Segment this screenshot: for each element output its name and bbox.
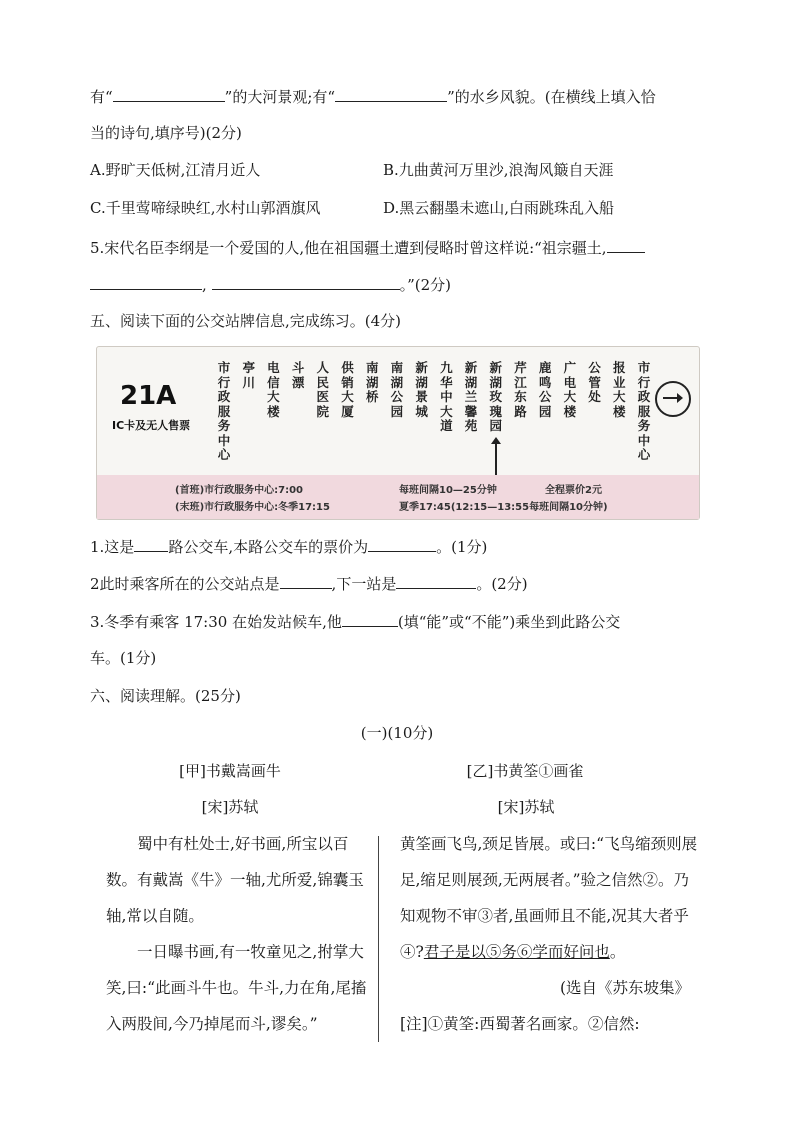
answer-blank-9[interactable]: [396, 572, 476, 589]
bus-question-2: [90, 572, 528, 594]
bus-stop-sign: [96, 346, 700, 520]
section-five-title: 五、阅读下面的公交站牌信息,完成练习。(4分): [90, 312, 402, 330]
bus-question-3-line2: 车。(1分): [90, 649, 157, 667]
passage-a-author: [宋]苏轼: [201, 798, 259, 816]
last-bus-time: (末班)市行政服务中心:冬季17:15: [175, 502, 330, 513]
bq2-a: 2此时乘客所在的公交站点是: [90, 575, 280, 593]
option-d: D.黑云翻墨未遮山,白雨跳珠乱入船: [383, 199, 615, 217]
answer-blank-5[interactable]: [212, 273, 400, 290]
passage-b-body: [400, 826, 700, 1042]
q5-sep: ,: [202, 276, 207, 294]
passage-b-author: [宋]苏轼: [497, 798, 555, 816]
bus-interval: 每班间隔10—25分钟: [399, 485, 497, 496]
current-stop-arrow-icon: [495, 443, 497, 475]
option-a: A.野旷天低树,江清月近人: [90, 161, 261, 179]
q4-text-c: ”的水乡风貌。(在横线上填入恰: [447, 88, 656, 106]
bus-stop-name: 芹江东路: [514, 360, 527, 419]
bus-stop-name: 市行政服务中心: [637, 360, 651, 462]
bus-question-3: [90, 610, 620, 632]
q4-text-a: 有“: [90, 88, 113, 106]
passage-b-end: 。: [609, 943, 626, 961]
passage-b-source: (选自《苏东坡集》: [559, 979, 690, 997]
sub-section-title: (一)(10分): [360, 724, 434, 742]
fare: 全程票价2元: [545, 485, 602, 496]
q4-line1: [90, 85, 656, 107]
bus-stop-name: 电信大楼: [267, 360, 280, 419]
passage-b-note: [注]①黄筌:西蜀著名画家。②信然:: [400, 1015, 640, 1033]
bq2-c: 。(2分): [476, 575, 528, 593]
passage-a-title: [甲]书戴嵩画牛: [179, 762, 281, 780]
bq1-a: 1.这是: [90, 538, 135, 556]
option-c: C.千里莺啼绿映红,水村山郭酒旗风: [90, 199, 321, 217]
schedule-band: [97, 475, 699, 519]
bus-stop-name: 报业大楼: [613, 360, 626, 419]
bus-stop-name: 鹿鸣公园: [538, 360, 552, 419]
section-six-title: 六、阅读理解。(25分): [90, 687, 241, 705]
route-number: 21A: [120, 381, 177, 411]
q5-line1: [90, 236, 645, 258]
bq2-b: ,下一站是: [331, 575, 397, 593]
bus-stop-name: 新湖景城: [415, 360, 428, 419]
passage-b-text: 黄筌画飞鸟,颈足皆展。或曰:“飞鸟缩颈则展足,缩足则展颈,无两展者。”验之信然②。乃知观物不审③者,虽画师且不能,况其大者乎④?: [400, 835, 698, 961]
bus-stop-name: 供销大厦: [341, 360, 354, 419]
q4-text-b: ”的大河景观;有“: [224, 88, 336, 106]
bus-stop-name: 人民医院: [316, 360, 330, 419]
passage-a-paragraph: 一日曝书画,有一牧童见之,拊掌大笑,曰:“此画斗牛也。牛斗,力在角,尾搐入两股间,今乃掉尾而斗,谬矣。”: [106, 943, 367, 1033]
passage-a-body: [106, 826, 368, 1042]
bus-stop-name: 市行政服务中心: [217, 360, 231, 462]
q5-text: 5.宋代名臣李纲是一个爱国的人,他在祖国疆土遭到侵略时曾这样说:“祖宗疆土,: [90, 239, 607, 257]
q5-end: 。”(2分): [399, 276, 451, 294]
bus-stop-name: 公管处: [588, 360, 601, 404]
bus-stop-name: 新湖兰馨苑: [464, 360, 478, 433]
bq1-c: 。(1分): [436, 538, 488, 556]
bus-stop-name: 新湖玫瑰园: [489, 360, 502, 433]
answer-blank-10[interactable]: [342, 610, 398, 627]
bus-stop-name: 南湖桥: [365, 360, 379, 404]
passage-b-paragraph: [400, 826, 700, 970]
summer-schedule: 夏季17:45(12:15—13:55每班间隔10分钟): [399, 502, 608, 513]
passage-a-paragraph: 蜀中有杜处士,好书画,所宝以百数。有戴嵩《牛》一轴,尤所爱,锦囊玉轴,常以自随。: [106, 835, 364, 925]
bq1-b: 路公交车,本路公交车的票价为: [168, 538, 369, 556]
bus-stop-name: 广电大楼: [563, 360, 577, 419]
first-bus-time: (首班)市行政服务中心:7:00: [175, 485, 304, 496]
bus-stop-name: 亭川: [242, 360, 255, 390]
answer-blank-3[interactable]: [607, 236, 645, 253]
bus-question-1: [90, 535, 487, 557]
answer-blank-8[interactable]: [280, 572, 332, 589]
direction-arrow-icon: [655, 381, 691, 417]
bus-stop-name: 九华中大道: [440, 360, 453, 433]
answer-blank-1[interactable]: [113, 85, 225, 102]
answer-blank-7[interactable]: [368, 535, 436, 552]
ticket-info: IC卡及无人售票: [112, 419, 191, 432]
answer-blank-2[interactable]: [335, 85, 447, 102]
answer-blank-6[interactable]: [134, 535, 168, 552]
q5-line2: [90, 273, 451, 295]
option-b: B.九曲黄河万里沙,浪淘风簸自天涯: [383, 161, 614, 179]
column-divider: [378, 836, 379, 1042]
answer-blank-4[interactable]: [90, 273, 202, 290]
passage-b-title: [乙]书黄筌①画雀: [466, 762, 584, 780]
underlined-sentence: 君子是以⑤务⑥学而好问也: [423, 943, 610, 961]
bus-stop-name: 斗漂: [291, 360, 305, 390]
q4-line2: 当的诗句,填序号)(2分): [90, 124, 242, 142]
bus-stop-name: 南湖公园: [390, 360, 404, 419]
bq3-a: 3.冬季有乘客 17:30 在始发站候车,他: [90, 613, 342, 631]
bq3-b: (填“能”或“不能”)乘坐到此路公交: [397, 613, 621, 631]
